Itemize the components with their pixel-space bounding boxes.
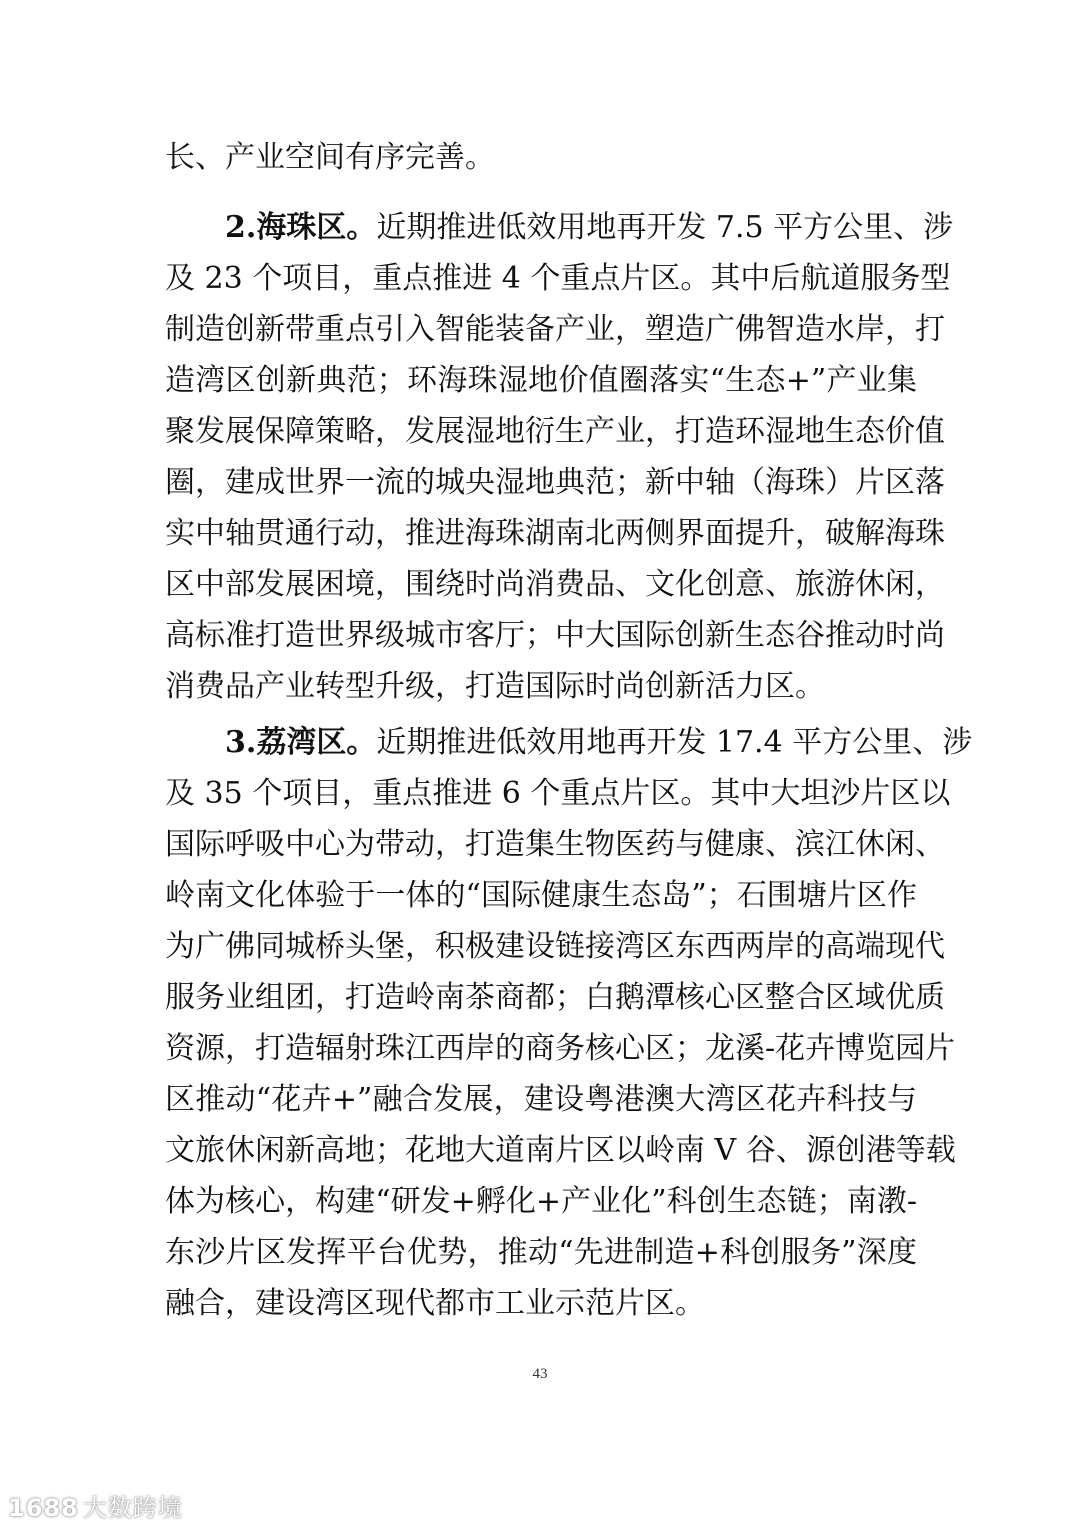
text-line: 体为核心，构建“研发+孵化+产业化”科创生态链；南漖- <box>165 1184 917 1219</box>
text-line: 融合，建设湾区现代都市工业示范片区。 <box>165 1286 705 1321</box>
paragraph-intro-tail <box>165 132 917 183</box>
text-line: 为广佛同城桥头堡，积极建设链接湾区东西两岸的高端现代 <box>165 929 945 964</box>
text-line: 东沙片区发挥平台优势，推动“先进制造+科创服务”深度 <box>165 1235 917 1270</box>
text-line: 实中轴贯通行动，推进海珠湖南北两侧界面提升，破解海珠 <box>165 516 945 551</box>
text-line-content: 近期推进低效用地再开发 17.4 平方公里、涉 <box>376 725 973 760</box>
text-line: 及 23 个项目，重点推进 4 个重点片区。其中后航道服务型 <box>165 261 951 296</box>
text-line: 长、产业空间有序完善。 <box>165 140 495 175</box>
text-line: 及 35 个项目，重点推进 6 个重点片区。其中大坦沙片区以 <box>165 776 951 811</box>
text-line: 高标准打造世界级城市客厅；中大国际创新生态谷推动时尚 <box>165 618 945 653</box>
text-line: 岭南文化体验于一体的“国际健康生态岛”；石围塘片区作 <box>165 878 917 913</box>
page-number: 43 <box>532 1366 548 1382</box>
text-line: 造湾区创新典范；环海珠湿地价值圈落实“生态+”产业集 <box>165 363 917 398</box>
paragraph-liwan <box>165 717 973 1329</box>
text-line: 资源，打造辐射珠江西岸的商务核心区；龙溪-花卉博览园片 <box>165 1031 956 1066</box>
paragraph-haizhu <box>165 202 954 712</box>
text-line: 区中部发展困境，围绕时尚消费品、文化创意、旅游休闲， <box>165 567 945 602</box>
text-line: 国际呼吸中心为带动，打造集生物医药与健康、滨江休闲、 <box>165 827 945 862</box>
text-line: 区推动“花卉+”融合发展，建设粤港澳大湾区花卉科技与 <box>165 1082 917 1117</box>
watermark <box>8 1488 183 1523</box>
text-line: 文旅休闲新高地；花地大道南片区以岭南 V 谷、源创港等载 <box>165 1133 956 1168</box>
text-line: 制造创新带重点引入智能装备产业，塑造广佛智造水岸，打 <box>165 312 945 347</box>
section-heading-liwan: 3.荔湾区。 <box>225 725 377 760</box>
text-line-content: 近期推进低效用地再开发 7.5 平方公里、涉 <box>376 210 954 245</box>
section-heading-haizhu: 2.海珠区。 <box>225 210 377 245</box>
text-line <box>165 717 973 768</box>
text-line: 圈，建成世界一流的城央湿地典范；新中轴（海珠）片区落 <box>165 465 945 500</box>
text-line <box>165 202 954 253</box>
watermark-text: 大数跨境 <box>82 1494 183 1522</box>
text-line: 消费品产业转型升级，打造国际时尚创新活力区。 <box>165 669 825 704</box>
watermark-logo-icon: 1688 <box>8 1494 79 1522</box>
document-body <box>165 132 973 1329</box>
text-line: 聚发展保障策略，发展湿地衍生产业，打造环湿地生态价值 <box>165 414 945 449</box>
text-line: 服务业组团，打造岭南茶商都；白鹅潭核心区整合区域优质 <box>165 980 945 1015</box>
